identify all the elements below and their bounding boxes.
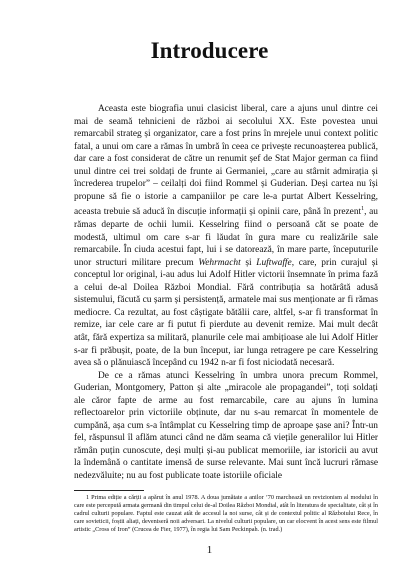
paragraph-1 bbox=[74, 103, 378, 370]
emphasis-term: Wehrmacht bbox=[198, 257, 241, 268]
body-text bbox=[74, 103, 378, 483]
emphasis-term: Luftwaffe bbox=[256, 257, 292, 268]
text-segment: Aceasta este biografia unui clasicist liberal, care a ajuns unul dintre cei mai de seamă tehnicieni de război ai secolului XX. Este povestea unui remarcabil strateg și organizator, care a fost prins în mrejele unui context politic fatal, a unui om care a rămas în umbră în ceea ce privește recunoașterea publică, dar care a fost considerat de către un renumit șef de Stat Major german ca fiind unul dintre cei trei soldați de frunte ai Germaniei, „care au stârnit admirația și încrederea trupelor” – ceilalți doi fiind Rommel și Guderian. Deși cartea nu își propune să fie o istorie a campaniilor pe care le-a purtat Albert Kesselring, aceasta trebuie să aducă în discuție informații și opinii care, până în prezent bbox=[74, 104, 378, 218]
footnote-separator bbox=[74, 490, 144, 491]
footnote-ref: 1 bbox=[361, 206, 365, 213]
text-segment: și bbox=[240, 257, 257, 268]
text-segment: De ce a rămas atunci Kesselring în umbra unora precum Rommel, Guderian, Montgomery, Patton și alte „miracole ale propagandei”, toți soldați ale căror fapte de arme au fost remarcabile, care au ajuns în lumina reflectoarelor prin victoriile obținute, dar nu s-au remarcat în momentele de cumpănă, așa cum s-a întâmplat cu Kesselring timp de aproape șase ani? Într-un fel, răspunsul îl aflăm atunci când ne dăm seama că viețile generalilor lui Hitler rămân puțin cunoscute, deși mulți și-au publicat memoriile, iar istoricii au avut la îndemână o cantitate imensă de surse relevante. Mai sunt încă lucruri rămase nedezvăluite; nu au fost publicate toate istoriile oficiale bbox=[74, 370, 378, 481]
text-segment: , au rămas departe de ochii lumii. Kesselring fiind o persoană căt se poate de modestă, ultimul om care s-ar fi lăudat în gura mare cu realizările sale remarcabile. În ciuda acestui fapt, lui i se datorează, în mare parte, începuturile unor structuri militare precum bbox=[74, 207, 378, 268]
footnote: 1 Prima ediție a cărții a apărut în anul 1978. A doua jumătate a anilor ’70 marchează un revizionism al modului în care este percepută armata germană din timpul celui de-al Doilea Război Mondial, atât în literatura de specialitate, cât și în cadrul culturii populare. Faptul este cauzat atât de accesul la noi surse, cât și de contextul politic al Războiului Rece, în care sovieticii, foștii aliați, deveniseră noii adversari. La nivelul culturii populare, un car elocvent în acest sens este filmul artistic „Cross of Iron” (Crucea de Fier, 1977), în regia lui Sam Peckinpah. (n. trad.) bbox=[74, 494, 378, 533]
page-number: 1 bbox=[206, 544, 213, 556]
chapter-title: Introducere bbox=[150, 38, 269, 63]
text-segment: , care, prin curajul și conceptul lor original, i-au adus lui Adolf Hitler victorii însemnate în prima fază a celui de-al Doilea Război Mondial. Fără contribuția sa hotărâtă adusă sistemului, făcută cu șarm și persistență, armatele mai sus menționate ar fi rămas mediocre. Ca rezultat, au fost câștigate bătălii care, altfel, s-ar fi transformat în remize, iar cele care ar fi putut fi pierdute au devenit remize. Mai mult decât atât, fără expertiza sa militară, planurile cele mai ambițioase ale lui Adolf Hitler s-ar fi prăbușit, poate, de la bun început, iar lunga retragere pe care Kesselring avea să o plănuiască începând cu 1942 n-ar fi fost niciodată necesară. bbox=[74, 257, 378, 369]
paragraph-2 bbox=[74, 370, 378, 483]
